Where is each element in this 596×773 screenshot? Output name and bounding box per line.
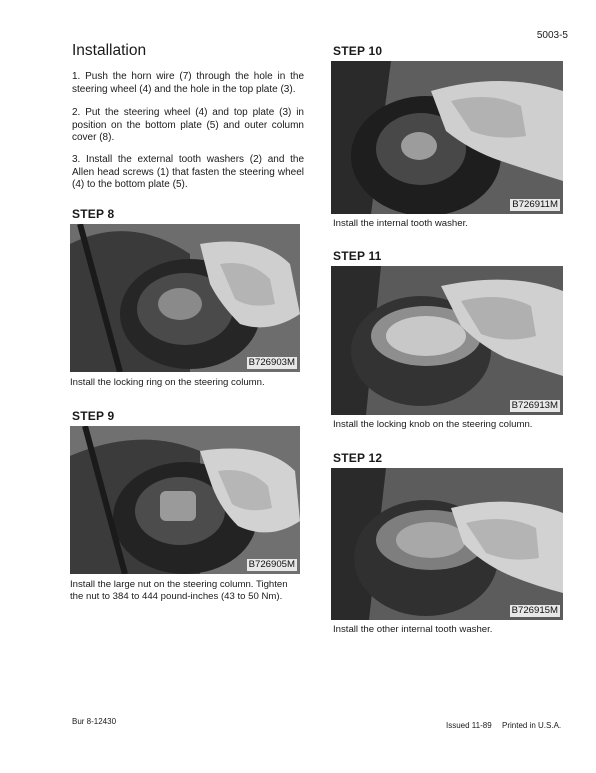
step-11-photo (331, 266, 563, 415)
section-title: Installation (72, 42, 147, 59)
step-12-photo-id: B726915M (511, 605, 558, 616)
step-8-title: STEP 8 (72, 207, 115, 221)
step-8-photo-id: B726903M (248, 357, 295, 368)
step-9-photo-id: B726905M (248, 559, 295, 570)
step-10-photo-id: B726911M (512, 199, 558, 210)
step-8-photo (70, 224, 300, 372)
footer-issued: Issued 11-89 (446, 721, 492, 730)
instruction-paragraph-1: 1. Push the horn wire (7) through the hole in the steering wheel (4) and the hole in the top plate (3). (72, 71, 304, 95)
step-9-photo (70, 426, 300, 574)
step-10-caption: Install the internal tooth washer. (333, 218, 468, 229)
step-11-photo-id: B726913M (511, 400, 558, 411)
step-8-caption: Install the locking ring on the steering column. (70, 377, 265, 388)
footer-document-number: Bur 8-12430 (72, 717, 117, 726)
step-9-caption: Install the large nut on the steering column. Tighten the nut to 384 to 444 pound-inches (43 to 50 Nm). (70, 579, 288, 602)
instruction-paragraph-2: 2. Put the steering wheel (4) and top plate (3) in position on the bottom plate (5) and outer column cover (8). (72, 107, 304, 143)
step-12-caption: Install the other internal tooth washer. (333, 624, 493, 635)
instruction-paragraph-3: 3. Install the external tooth washers (2) and the Allen head screws (1) that fasten the steering wheel (4) to the bottom plate (5). (72, 154, 304, 190)
step-10-photo (331, 61, 563, 214)
footer-printed: Printed in U.S.A. (502, 721, 562, 730)
step-11-title: STEP 11 (333, 249, 382, 263)
step-9-title: STEP 9 (72, 409, 115, 423)
page-number: 5003-5 (536, 30, 568, 41)
step-10-title: STEP 10 (333, 44, 383, 58)
step-12-title: STEP 12 (333, 451, 383, 465)
step-12-photo (331, 468, 563, 620)
step-11-caption: Install the locking knob on the steering column. (333, 419, 533, 430)
